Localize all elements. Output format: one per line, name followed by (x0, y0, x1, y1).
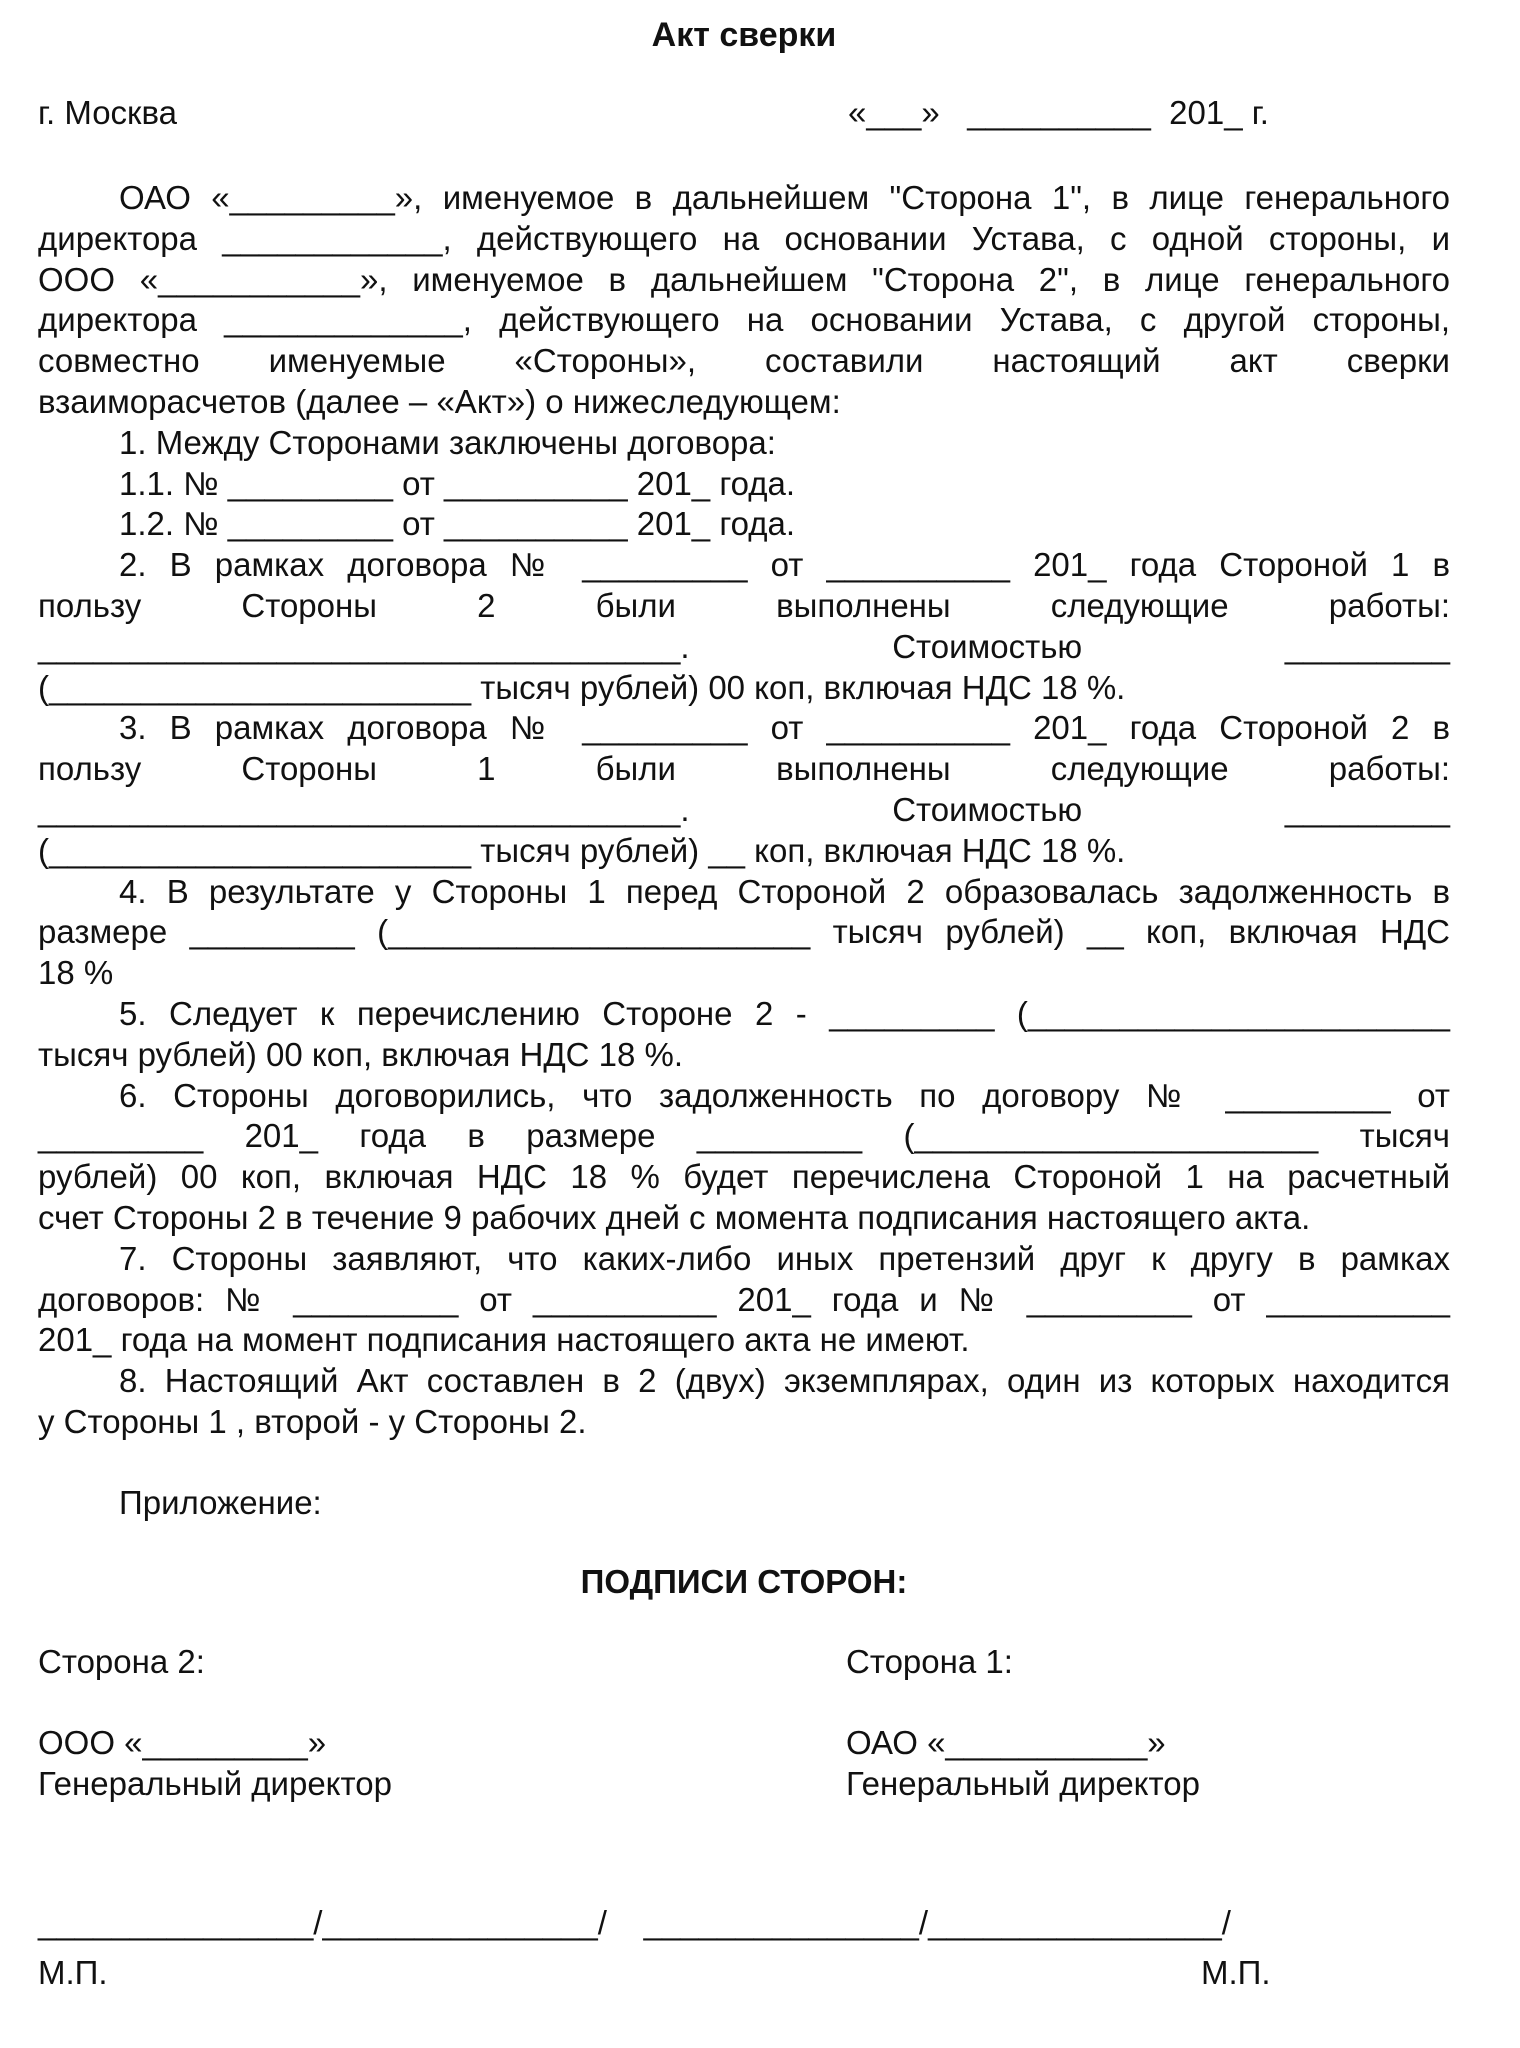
clause-1: 1. Между Сторонами заключены договора: (119, 423, 776, 461)
right-company-name: ОАО «___________» (846, 1724, 1166, 1762)
clause-6-line: счет Стороны 2 в течение 9 рабочих дней с момента подписания настоящего акта. (38, 1198, 1311, 1236)
intro-line: ОАО «_________», именуемое в дальнейшем "Сторона 1", в лице генерального (119, 179, 1450, 216)
clause-7-line: договоров: № _________ от __________ 201_ года и № _________ от __________ (38, 1280, 1450, 1318)
city: г. Москва (38, 94, 178, 131)
left-party-label: Сторона 2: (38, 1643, 205, 1681)
clause-5-line: 5. Следует к перечислению Стороне 2 - _________ (_______________________ (119, 994, 1450, 1032)
clause-4-line: 4. В результате у Стороны 1 перед Стороной 2 образовалась задолженность в (119, 872, 1450, 910)
clause-2-line: пользу Стороны 2 были выполнены следующие работы: (38, 586, 1450, 624)
clause-7-line: 7. Стороны заявляют, что каких-либо иных претензий друг к другу в рамках (119, 1239, 1450, 1277)
appendix-label: Приложение: (119, 1483, 322, 1521)
clause-1-1: 1.1. № _________ от __________ 201_ года. (119, 464, 796, 502)
clause-6-line: 6. Стороны договорились, что задолженность по договору № _________ от (119, 1076, 1450, 1114)
signature-parties-row (38, 1642, 1450, 1683)
right-position: Генеральный директор (846, 1765, 1200, 1803)
clause-3-line: (_______________________ тысяч рублей) __ коп, включая НДС 18 %. (38, 831, 1126, 869)
clause-4-line: 18 % (38, 954, 114, 992)
intro-line: взаиморасчетов (далее – «Акт») о нижеследующем: (38, 382, 841, 420)
left-stamp-label: М.П. (38, 1954, 108, 1991)
signatures-title: ПОДПИСИ СТОРОН: (580, 1562, 908, 1600)
clause-8-line: 8. Настоящий Акт составлен в 2 (двух) экземплярах, один из которых находится (119, 1362, 1450, 1400)
clause-5-line: тысяч рублей) 00 коп, включая НДС 18 %. (38, 1035, 684, 1073)
clause-7-line: 201_ года на момент подписания настоящего акта не имеют. (38, 1321, 970, 1359)
document-body (38, 178, 1450, 1805)
clause-3-line: ___________________________________. Стоимостью _________ (38, 790, 1450, 828)
intro-line: директора _____________, действующего на основании Устава, с другой стороны, (38, 301, 1450, 339)
clause-8-line: у Стороны 1 , второй - у Стороны 2. (38, 1402, 587, 1440)
intro-line: ООО «___________», именуемое в дальнейшем "Сторона 2", в лице генерального (38, 260, 1450, 298)
clause-3-line: 3. В рамках договора № _________ от __________ 201_ года Стороной 2 в (119, 709, 1450, 747)
signature-position-row (38, 1764, 1450, 1805)
document-date: «___» __________ 201_ г. (848, 94, 1269, 131)
left-company-name: ООО «_________» (38, 1724, 327, 1762)
clause-1-2: 1.2. № _________ от __________ 201_ года. (119, 505, 796, 543)
clause-3-line: пользу Стороны 1 были выполнены следующие работы: (38, 750, 1450, 788)
clause-6-line: _________ 201_ года в размере _________ (______________________ тысяч (38, 1117, 1450, 1155)
clause-2-line: ___________________________________. Стоимостью _________ (38, 627, 1450, 665)
clause-4-line: размере _________ (_______________________ тысяч рублей) __ коп, включая НДС (38, 913, 1450, 951)
clause-2-line: 2. В рамках договора № _________ от __________ 201_ года Стороной 1 в (119, 546, 1450, 584)
clause-2-line: (_______________________ тысяч рублей) 00 коп, включая НДС 18 %. (38, 668, 1126, 706)
right-stamp-label: М.П. (1201, 1954, 1271, 1991)
document-title: Акт сверки (651, 16, 837, 54)
signature-company-row (38, 1723, 1450, 1764)
left-position: Генеральный директор (38, 1765, 392, 1803)
right-party-label: Сторона 1: (846, 1643, 1013, 1681)
clause-6-line: рублей) 00 коп, включая НДС 18 % будет перечислена Стороной 1 на расчетный (38, 1158, 1450, 1196)
signature-lines: _______________/_______________/ _______________/________________/ (38, 1904, 1231, 1941)
intro-line: директора ____________, действующего на основании Устава, с одной стороны, и (38, 219, 1450, 257)
intro-line: совместно именуемые «Стороны», составили настоящий акт сверки (38, 342, 1450, 380)
